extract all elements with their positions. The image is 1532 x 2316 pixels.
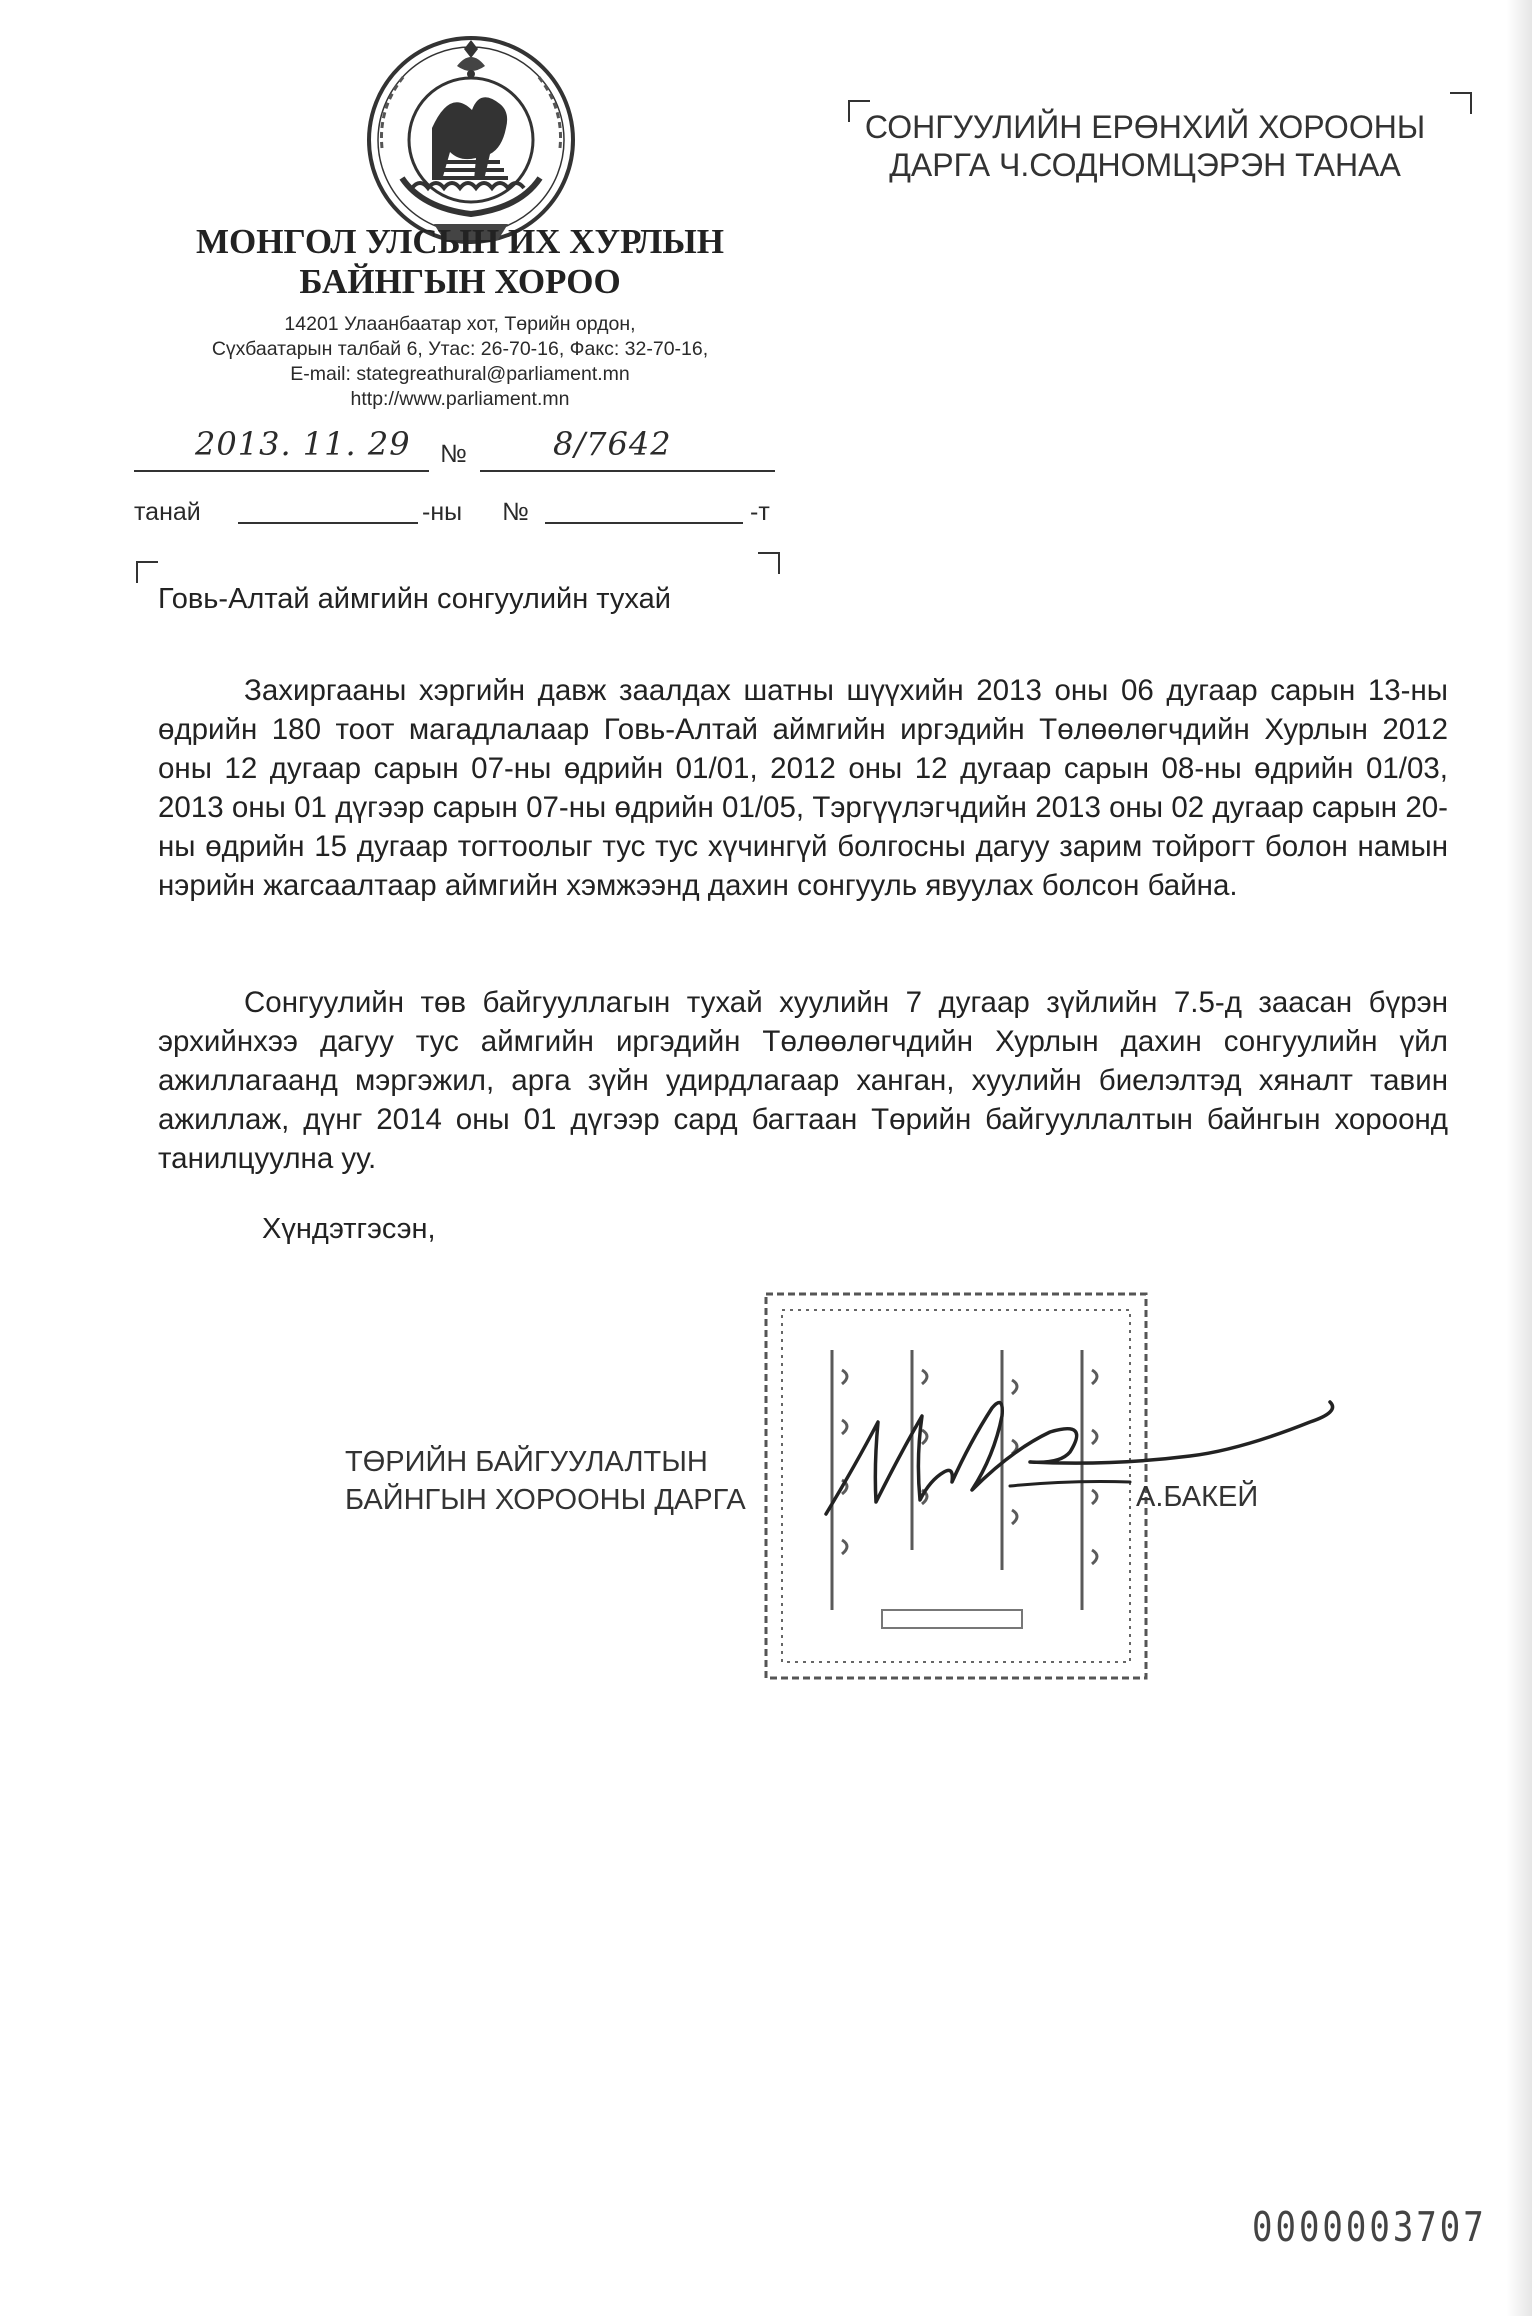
scan-edge-shadow xyxy=(1506,0,1532,2316)
ny-label: -ны xyxy=(422,498,463,526)
number-handwritten: 8/7642 xyxy=(553,425,672,463)
yours-date-underline xyxy=(238,522,418,524)
number-label: № xyxy=(440,440,467,468)
addressee-line-1: СОНГУУЛИЙН ЕРӨНХИЙ ХОРООНЫ xyxy=(864,109,1426,145)
handwritten-signature-icon xyxy=(820,1396,1360,1526)
signatory-name: А.БАКЕЙ xyxy=(1136,1481,1259,1513)
website-text: http://www.parliament.mn xyxy=(350,388,570,410)
number-label-2: № xyxy=(502,498,529,526)
subject-corner-left xyxy=(136,561,158,583)
address-line-1: 14201 Улаанбаатар хот, Төрийн ордон, xyxy=(284,313,636,335)
number-underline xyxy=(480,470,775,472)
addressee-line-2: ДАРГА Ч.СОДНОМЦЭРЭН ТАНАА xyxy=(889,147,1401,183)
date-handwritten: 2013. 11. 29 xyxy=(195,425,411,463)
addressee-corner-right xyxy=(1450,92,1472,114)
organization-name xyxy=(160,222,760,302)
addressee-block xyxy=(840,108,1450,184)
state-emblem-icon xyxy=(362,28,580,250)
document-number: 0000003707 xyxy=(1252,2204,1487,2252)
body-paragraph-1: Захиргааны хэргийн давж заалдах шатны шүүхийн 2013 оны 06 дугаар сарын 13-ны өдрийн 180 тоот магадлалаар Говь-Алтай аймгийн иргэдийн Төлөөлөгчдийн Хурлын 2012 оны 12 дугаар сарын 07-ны өдрийн 01/01, 2012 оны 12 дугаар сарын 08-ны өдрийн 01/03, 2013 оны 01 дүгээр сарын 07-ны өдрийн 01/05, Тэргүүлэгчдийн 2013 оны 02 дугаар сарын 20-ны өдрийн 15 дугаар тогтоолыг тус тус хүчингүй болгосны дагуу зарим тойрогт болон намын нэрийн жагсаалтаар аймгийн хэмжээнд дахин сонгууль явуулах болсон байна. xyxy=(158,674,1448,902)
letterhead-address xyxy=(110,312,810,412)
signatory-title xyxy=(345,1443,746,1519)
body-paragraph-2: Сонгуулийн төв байгууллагын тухай хуулийн 7 дугаар зүйлийн 7.5-д заасан бүрэн эрхийнхээ дагуу тус аймгийн иргэдийн Төлөөлөгчдийн Хурлын дахин сонгуулийн үйл ажиллагаанд мэргэжил, арга зүйн удирдлагаар ханган, хуулийн биелэлтэд хяналт тавин ажиллаж, дүнг 2014 оны 01 дүгээр сард багтаан Төрийн байгууллалтын байнгын хороонд танилцуулна уу. xyxy=(158,986,1448,1175)
yours-number-underline xyxy=(545,522,743,524)
closing-text: Хүндэтгэсэн, xyxy=(262,1213,436,1245)
org-line-2: БАЙНГЫН ХОРОО xyxy=(299,262,621,301)
subject-line: Говь-Алтай аймгийн сонгуулийн тухай xyxy=(158,583,671,615)
address-line-2: Сүхбаатарын талбай 6, Утас: 26-70-16, Факс: 32-70-16, xyxy=(211,338,709,360)
email-text: E-mail: stategreathural@parliament.mn xyxy=(290,363,630,385)
t-label: -т xyxy=(750,498,770,526)
subject-corner-right xyxy=(758,552,780,574)
org-line-1: МОНГОЛ УЛСЫН ИХ ХУРЛЫН xyxy=(196,222,724,261)
yours-label: танай xyxy=(134,498,201,526)
date-underline xyxy=(134,470,429,472)
signatory-title-line-2: БАЙНГЫН ХОРООНЫ ДАРГА xyxy=(345,1484,746,1516)
signatory-title-line-1: ТӨРИЙН БАЙГУУЛАЛТЫН xyxy=(345,1446,708,1478)
